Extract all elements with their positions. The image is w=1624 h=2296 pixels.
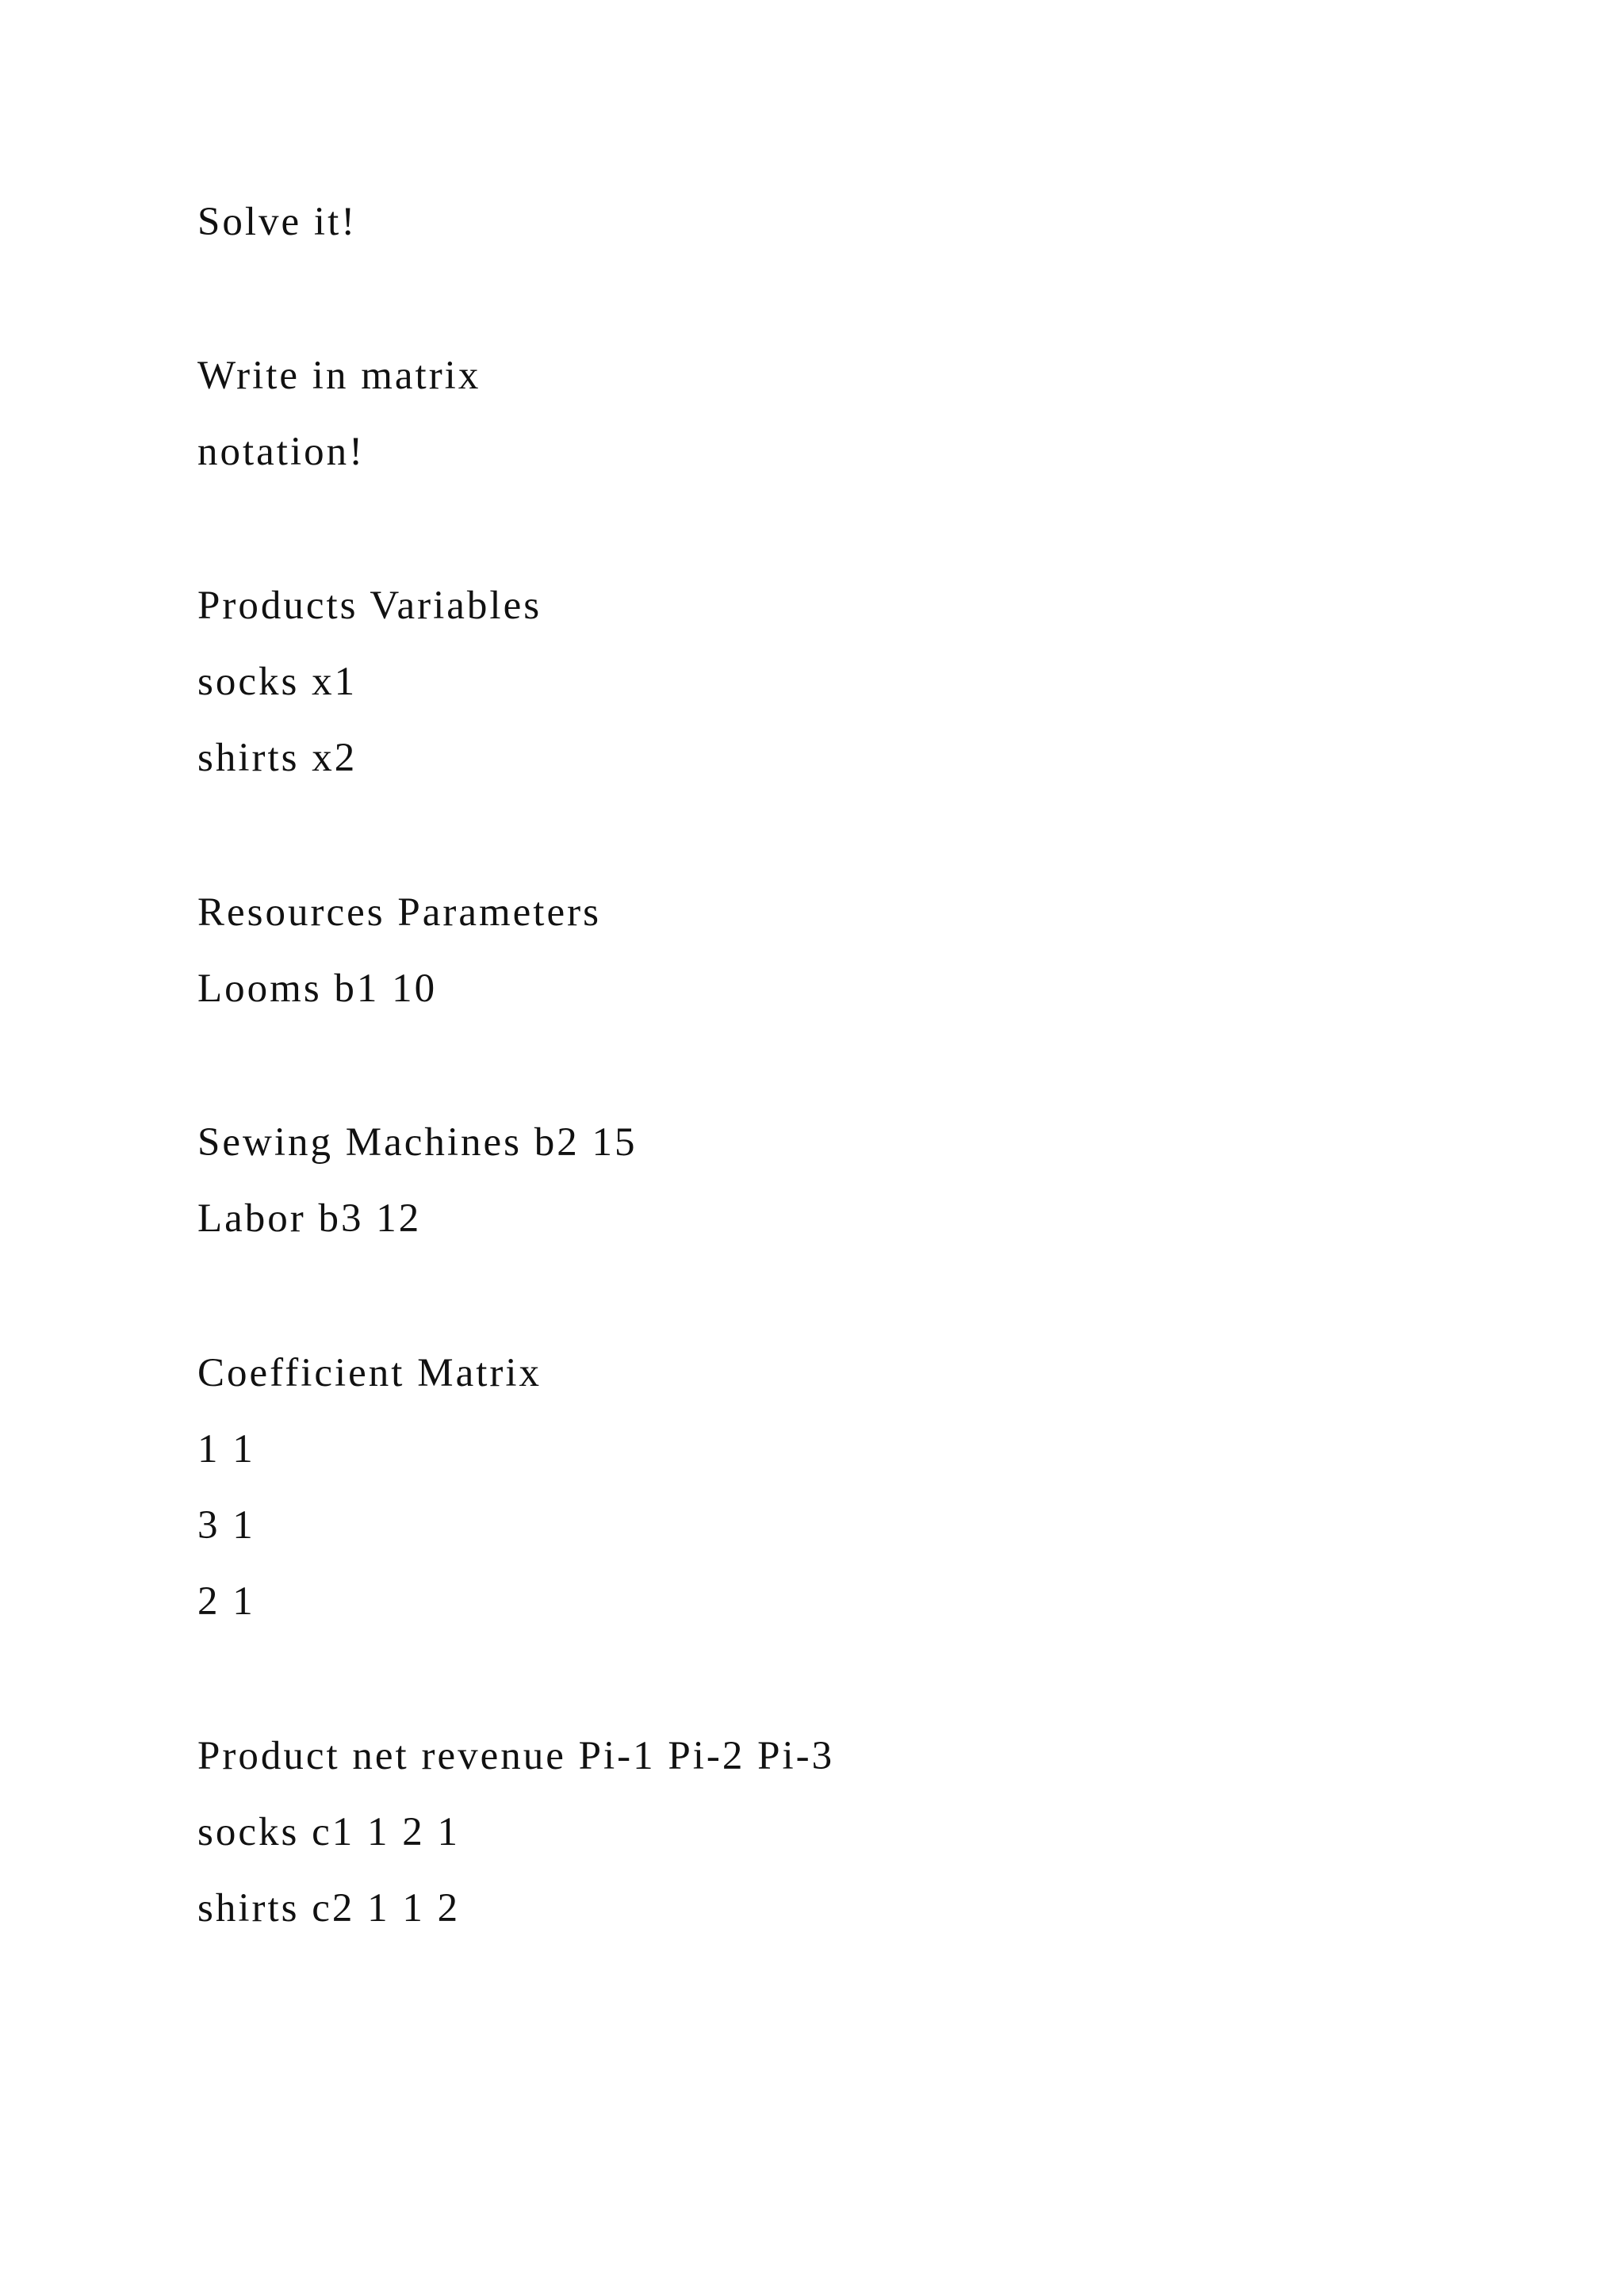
text-line-matrix-row-2: 3 1 (197, 1503, 255, 1548)
text-line-shirts-x2: shirts x2 (197, 736, 358, 780)
text-line-products-variables: Products Variables (197, 584, 542, 628)
text-line-write-in-matrix: Write in matrix (197, 354, 481, 398)
text-line-solve-it: Solve it! (197, 200, 358, 244)
text-line-socks-x1: socks x1 (197, 660, 358, 704)
text-line-product-net-revenue: Product net revenue Pi-1 Pi-2 Pi-3 (197, 1734, 835, 1778)
text-line-shirts-c2: shirts c2 1 1 2 (197, 1886, 461, 1931)
text-line-resources-parameters: Resources Parameters (197, 890, 601, 935)
text-line-matrix-row-1: 1 1 (197, 1427, 255, 1471)
text-line-sewing-machines: Sewing Machines b2 15 (197, 1120, 638, 1165)
text-line-notation: notation! (197, 430, 366, 474)
text-line-coefficient-matrix: Coefficient Matrix (197, 1351, 542, 1395)
text-line-socks-c1: socks c1 1 2 1 (197, 1810, 460, 1854)
text-line-matrix-row-3: 2 1 (197, 1579, 255, 1624)
text-line-labor: Labor b3 12 (197, 1196, 422, 1241)
text-line-looms: Looms b1 10 (197, 966, 438, 1011)
